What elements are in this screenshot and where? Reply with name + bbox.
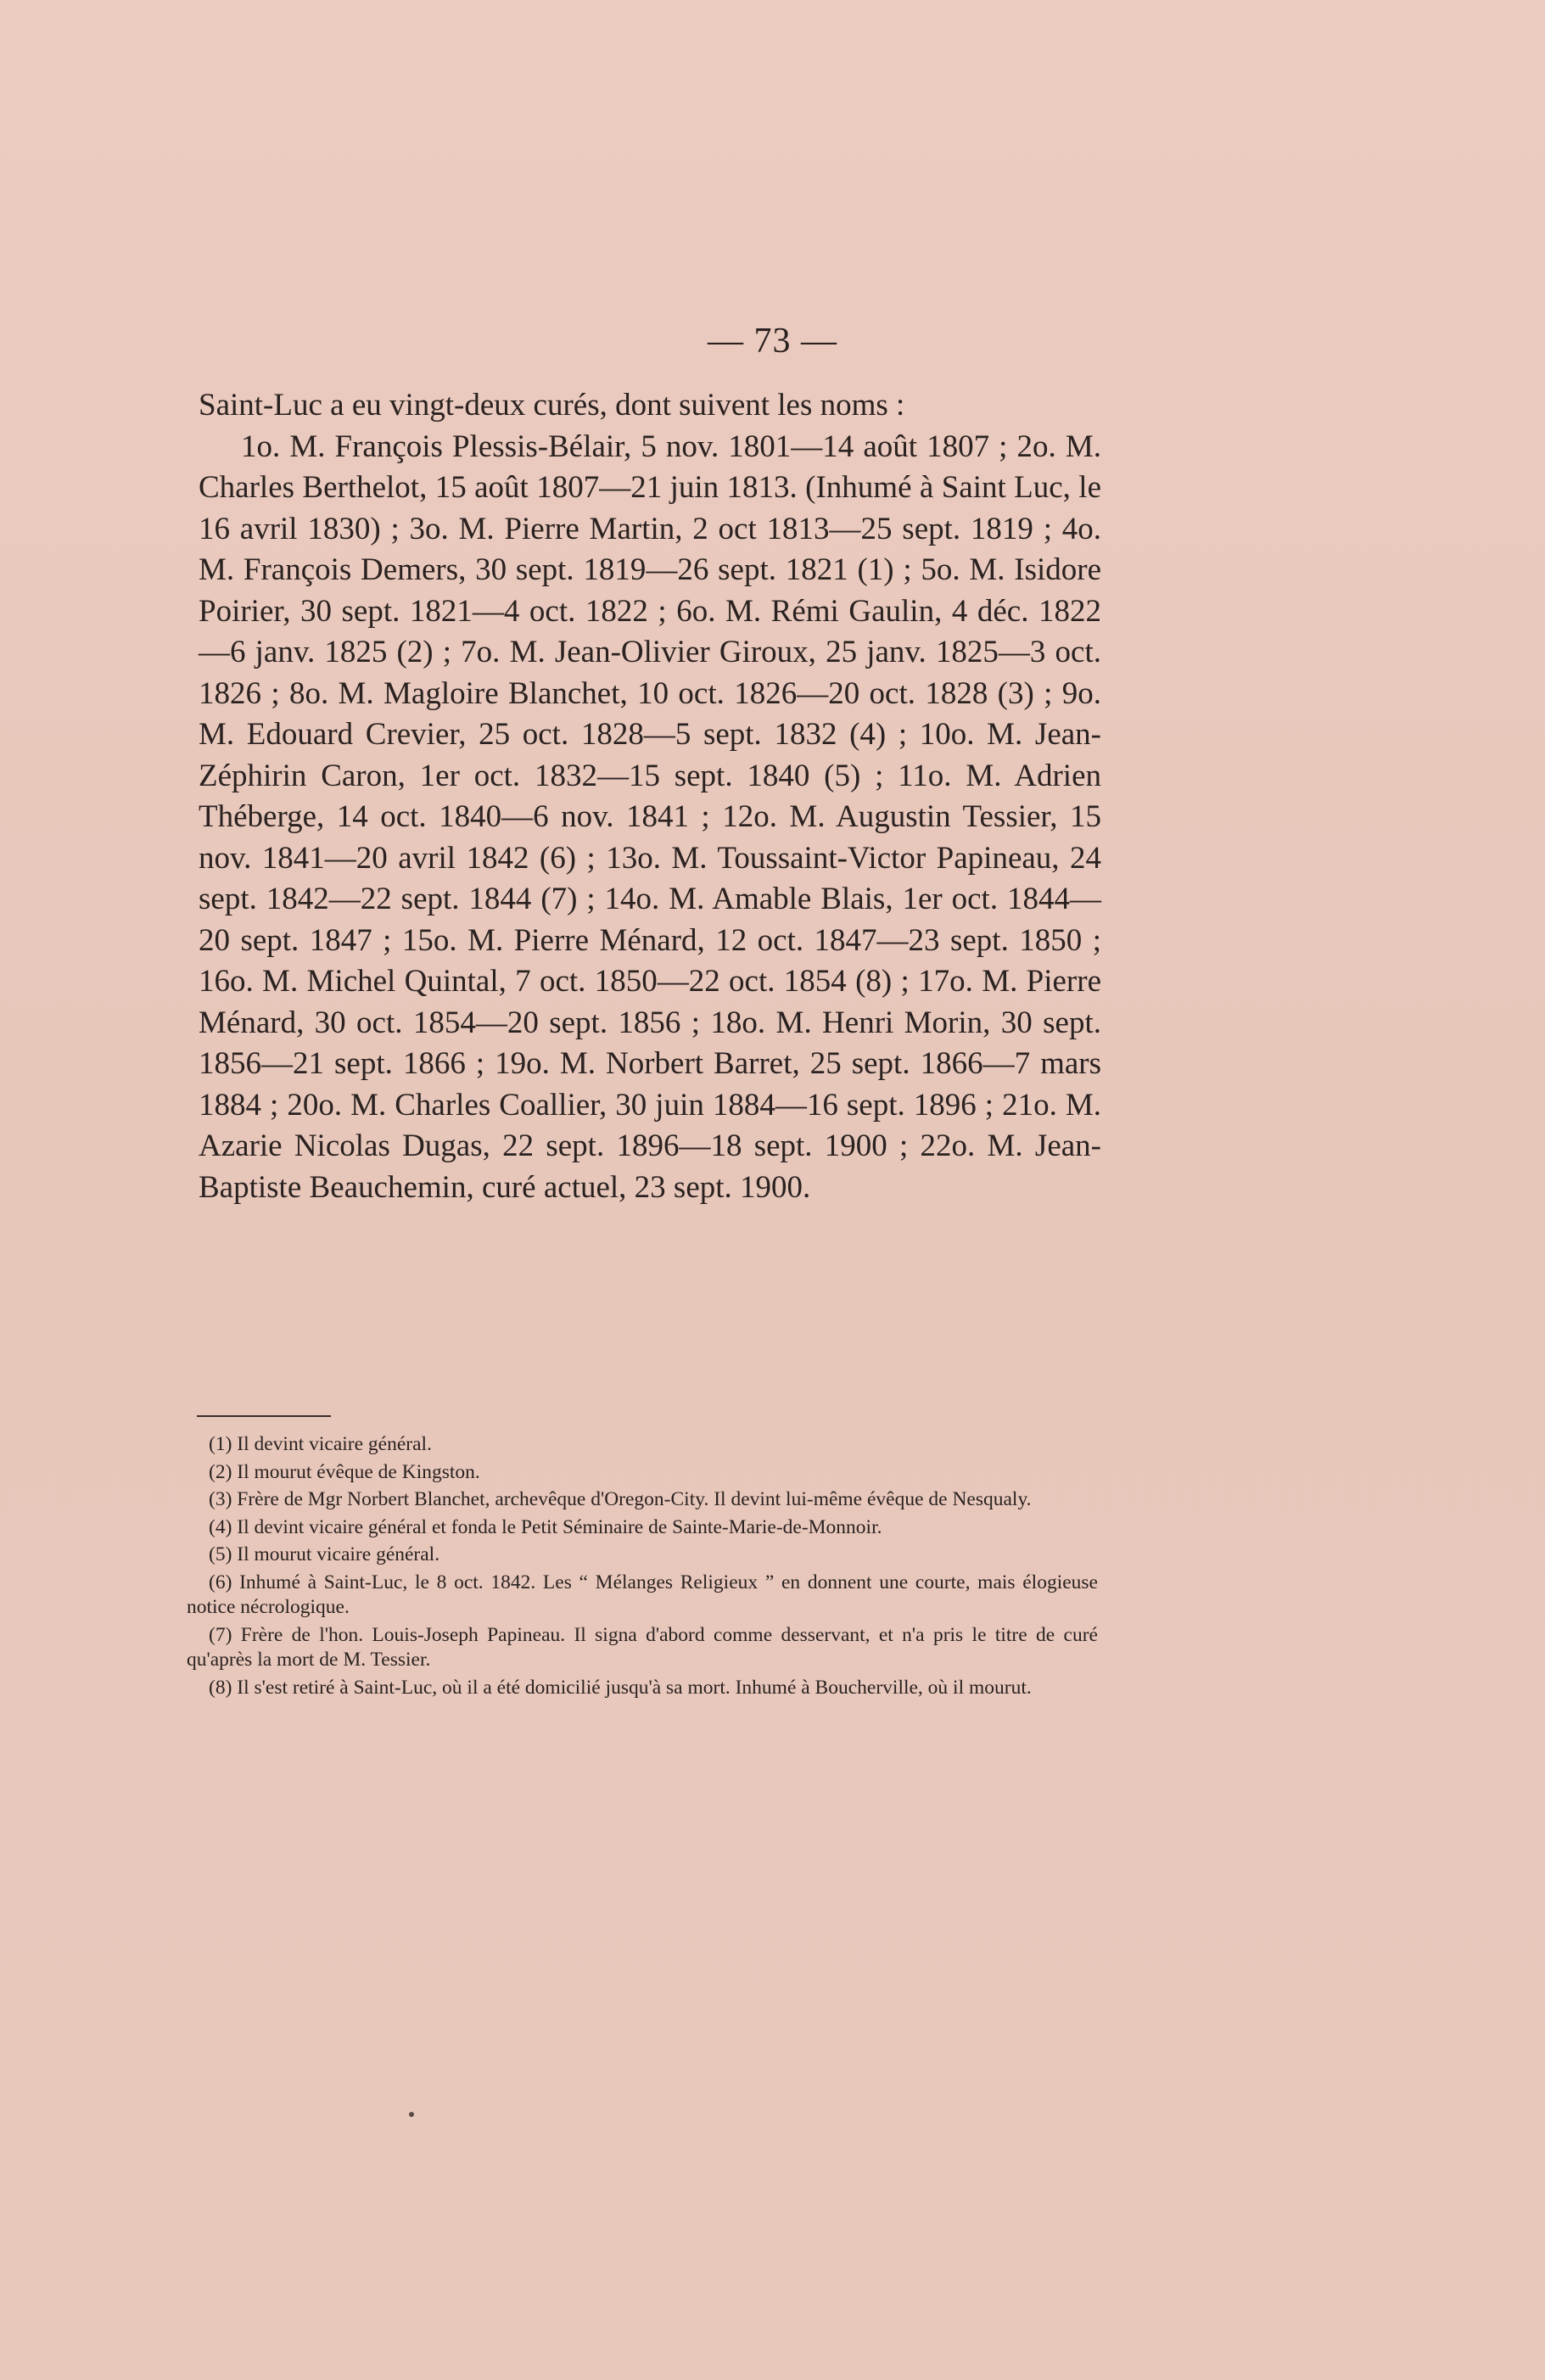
footnote-1: (1) Il devint vicaire général.: [209, 1433, 432, 1455]
ink-speck: [409, 2112, 414, 2117]
footnote-7: (7) Frère de l'hon. Louis-Joseph Papineau. Il signa d'abord comme desservant, et n'a pris le titre de curé qu'après la mort de M. Tessier.: [187, 1623, 1098, 1671]
footnote-8: (8) Il s'est retiré à Saint-Luc, où il a été domicilié jusqu'à sa mort. Inhumé à Boucherville, où il mourut.: [209, 1676, 1032, 1699]
footnote-4: (4) Il devint vicaire général et fonda le Petit Séminaire de Sainte-Marie-de-Monnoir.: [209, 1515, 882, 1538]
footnote-2: (2) Il mourut évêque de Kingston.: [209, 1460, 480, 1483]
footnote-5: (5) Il mourut vicaire général.: [209, 1543, 440, 1565]
cures-list-paragraph: 1o. M. François Plessis-Bélair, 5 nov. 1801—14 août 1807 ; 2o. M. Charles Berthelot, 15 août 1807—21 juin 1813. (Inhumé à Saint Luc, le 16 avril 1830) ; 3o. M. Pierre Martin, 2 oct 1813—25 sept. 1819 ; 4o. M. François Demers, 30 sept. 1819—26 sept. 1821 (1) ; 5o. M. Isidore Poirier, 30 sept. 1821—4 oct. 1822 ; 6o. M. Rémi Gaulin, 4 déc. 1822—6 janv. 1825 (2) ; 7o. M. Jean-Olivier Giroux, 25 janv. 1825—3 oct. 1826 ; 8o. M. Magloire Blanchet, 10 oct. 1826—20 oct. 1828 (3) ; 9o. M. Edouard Crevier, 25 oct. 1828—5 sept. 1832 (4) ; 10o. M. Jean-Zéphirin Caron, 1er oct. 1832—15 sept. 1840 (5) ; 11o. M. Adrien Théberge, 14 oct. 1840—6 nov. 1841 ; 12o. M. Augustin Tessier, 15 nov. 1841—20 avril 1842 (6) ; 13o. M. Toussaint-Victor Papineau, 24 sept. 1842—22 sept. 1844 (7) ; 14o. M. Amable Blais, 1er oct. 1844—20 sept. 1847 ; 15o. M. Pierre Ménard, 12 oct. 1847—23 sept. 1850 ; 16o. M. Michel Quintal, 7 oct. 1850—22 oct. 1854 (8) ; 17o. M. Pierre Ménard, 30 oct. 1854—20 sept. 1856 ; 18o. M. Henri Morin, 30 sept. 1856—21 sept. 1866 ; 19o. M. Norbert Barret, 25 sept. 1866—7 mars 1884 ; 20o. M. Charles Coallier, 30 juin 1884—16 sept. 1896 ; 21o. M. Azarie Nicolas Dugas, 22 sept. 1896—18 sept. 1900 ; 22o. M. Jean-Baptiste Beauchemin, curé actuel, 23 sept. 1900.: [199, 428, 1101, 1205]
intro-paragraph: Saint-Luc a eu vingt-deux curés, dont suivent les noms :: [199, 388, 905, 423]
page-number: — 73 —: [708, 322, 837, 361]
footnotes: [187, 1432, 1098, 1703]
main-text: [199, 385, 1101, 1208]
footnote-separator: [197, 1415, 331, 1417]
footnote-6: (6) Inhumé à Saint-Luc, le 8 oct. 1842. Les “ Mélanges Religieux ” en donnent une courte, mais élogieuse notice nécrologique.: [187, 1571, 1098, 1618]
footnote-3: (3) Frère de Mgr Norbert Blanchet, archevêque d'Oregon-City. Il devint lui-même évêque de Nesqualy.: [209, 1488, 1032, 1510]
